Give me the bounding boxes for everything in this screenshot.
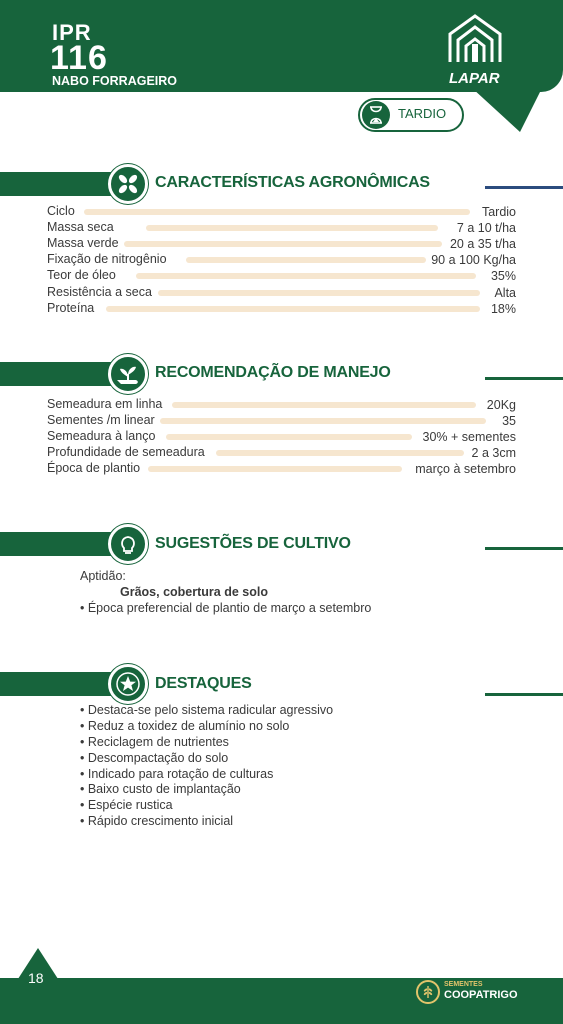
row-leader: [158, 290, 480, 296]
row-value: Alta: [494, 286, 516, 300]
section-title: CARACTERÍSTICAS AGRONÔMICAS: [155, 174, 430, 191]
row-label: Resistência a seca: [47, 285, 152, 299]
list-item: • Descompactação do solo: [80, 751, 229, 765]
section-bar: [0, 672, 118, 696]
section-title: RECOMENDAÇÃO DE MANEJO: [155, 364, 391, 381]
list-item: • Espécie rustica: [80, 798, 173, 812]
list-item: • Reduz a toxidez de alumínio no solo: [80, 719, 290, 733]
row-value: 7 a 10 t/ha: [456, 221, 516, 235]
row-label: Semeadura à lanço: [47, 429, 156, 443]
star-icon: [108, 664, 148, 704]
brand-subtitle: SEMENTES: [444, 981, 483, 988]
row-label: Sementes /m linear: [47, 413, 155, 427]
row-leader: [216, 450, 464, 456]
list-item: • Indicado para rotação de culturas: [80, 767, 274, 781]
section-rule: [485, 693, 563, 696]
row-value: março à setembro: [415, 462, 516, 476]
row-value: 30% + sementes: [422, 430, 516, 444]
aptidao-label: Aptidão:: [80, 569, 126, 583]
list-item: • Baixo custo de implantação: [80, 782, 241, 796]
list-item: • Época preferencial de plantio de março a setembro: [80, 601, 372, 615]
row-label: Proteína: [47, 301, 95, 315]
row-value: 20Kg: [486, 398, 516, 412]
lapar-logo-icon: [444, 14, 506, 64]
row-leader: [124, 241, 442, 247]
leaf-icon: [108, 164, 148, 204]
list-item: • Destaca-se pelo sistema radicular agressivo: [80, 703, 334, 717]
row-value: 2 a 3cm: [471, 446, 516, 460]
row-leader: [84, 209, 470, 215]
row-label: Profundidade de semeadura: [47, 445, 205, 459]
row-leader: [146, 225, 438, 231]
row-label: Fixação de nitrogênio: [47, 252, 167, 266]
section-bar: [0, 172, 118, 196]
wheat-icon: [416, 980, 440, 1004]
product-name: NABO FORRAGEIRO: [52, 74, 177, 88]
row-leader: [106, 306, 480, 312]
row-leader: [148, 466, 402, 472]
page-number: 18: [28, 970, 44, 986]
section-bar: [0, 362, 118, 386]
section-title: DESTAQUES: [155, 675, 252, 692]
section-rule: [485, 186, 563, 189]
row-value: 18%: [490, 302, 516, 316]
section-rule: [485, 547, 563, 550]
section-rule: [485, 377, 563, 380]
row-leader: [166, 434, 412, 440]
cycle-badge-label: TARDIO: [398, 106, 447, 121]
aptidao-value: Grãos, cobertura de solo: [120, 585, 268, 599]
row-label: Ciclo: [47, 204, 75, 218]
section-bar: [0, 532, 118, 556]
row-value: 35: [502, 414, 516, 428]
product-number: 116: [50, 39, 108, 77]
row-label: Semeadura em linha: [47, 397, 163, 411]
list-item: • Reciclagem de nutrientes: [80, 735, 229, 749]
row-value: 35%: [490, 269, 516, 283]
header-notch: [472, 88, 542, 134]
row-value: 20 a 35 t/ha: [449, 237, 516, 251]
lightbulb-icon: [108, 524, 148, 564]
brand-name: COOPATRIGO: [444, 989, 518, 1001]
row-label: Teor de óleo: [47, 268, 116, 282]
row-leader: [186, 257, 426, 263]
row-label: Massa seca: [47, 220, 114, 234]
row-leader: [136, 273, 476, 279]
row-label: Massa verde: [47, 236, 119, 250]
lapar-logo-text: LAPAR: [449, 70, 500, 87]
row-value: Tardio: [481, 205, 516, 219]
list-item: • Rápido crescimento inicial: [80, 814, 234, 828]
seedling-hand-icon: [108, 354, 148, 394]
row-label: Época de plantio: [47, 461, 141, 475]
row-value: 90 a 100 Kg/ha: [431, 253, 516, 267]
row-leader: [160, 418, 486, 424]
hourglass-icon: [362, 101, 390, 129]
product-prefix: IPR: [52, 20, 92, 45]
row-leader: [172, 402, 476, 408]
section-title: SUGESTÕES DE CULTIVO: [155, 535, 351, 552]
